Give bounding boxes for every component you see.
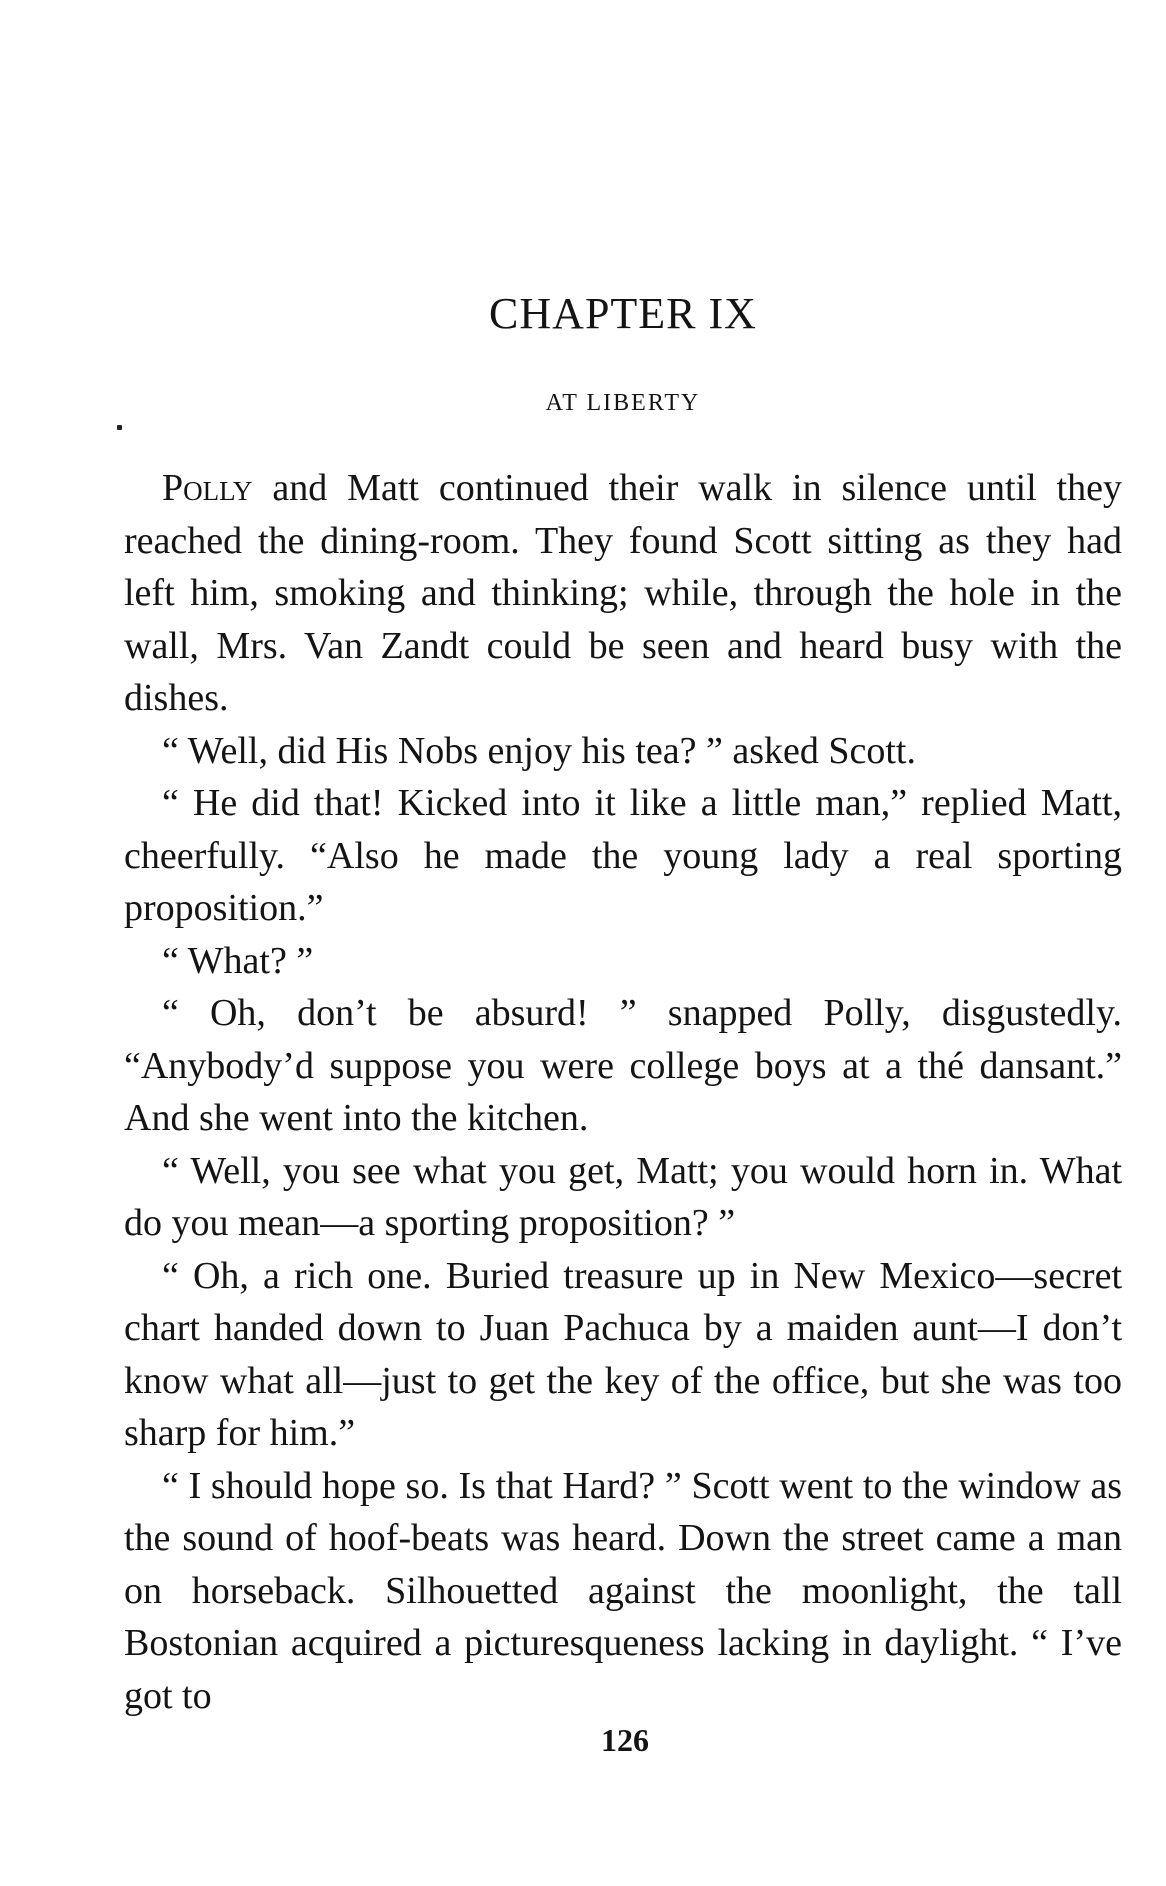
chapter-title: CHAPTER IX bbox=[489, 289, 757, 338]
chapter-body bbox=[124, 462, 1122, 1722]
paragraph: “ Oh, a rich one. Buried treasure up in New Mexico—secret chart handed down to Juan Pachuca by a maiden aunt—I don’t know what all—just to get the key of the office, but she was too sharp for him.” bbox=[124, 1254, 1122, 1454]
paragraph: “ He did that! Kicked into it like a little man,” replied Matt, cheerfully. “Also he made the young lady a real sporting proposition.” bbox=[124, 782, 1122, 929]
chapter-subtitle: AT LIBERTY bbox=[545, 390, 701, 416]
paragraph: “ Well, you see what you get, Matt; you would horn in. What do you mean—a sporting proposition? ” bbox=[124, 1149, 1122, 1244]
paragraph: “ Oh, don’t be absurd! ” snapped Polly, disgustedly. “Anybody’d suppose you were college boys at a thé dansant.” And she went into the kitchen. bbox=[124, 992, 1122, 1139]
paragraph-text: and Matt continued their walk in silence until they reached the dining-room. They found Scott sitting as they had left him, smoking and thinking; while, through the hole in the wall, Mrs. Van Zandt could be seen and heard busy with the dishes. bbox=[124, 467, 1122, 719]
paragraph-lead-caps: Polly bbox=[162, 467, 253, 509]
paragraph: “ I should hope so. Is that Hard? ” Scott went to the window as the sound of hoof-beats was heard. Down the street came a man on horseback. Silhouetted against the moonlight, the tall Bostonian acquired a picturesqueness lacking in daylight. “ I’ve got to bbox=[124, 1464, 1122, 1717]
page-number: 126 bbox=[601, 1722, 649, 1758]
paragraph bbox=[124, 462, 1122, 725]
paragraph: “ What? ” bbox=[162, 939, 314, 982]
paragraph: “ Well, did His Nobs enjoy his tea? ” asked Scott. bbox=[162, 729, 916, 772]
print-speck bbox=[117, 425, 122, 430]
